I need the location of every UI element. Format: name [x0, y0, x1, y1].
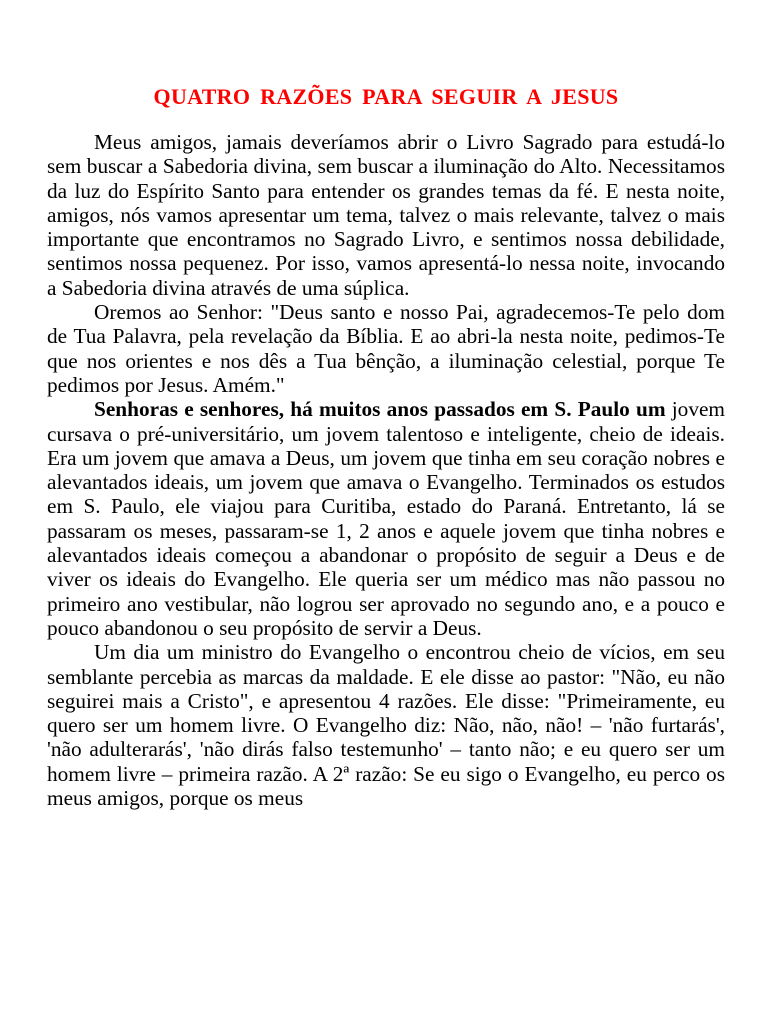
paragraph-intro-text: Meus amigos, jamais deveríamos abrir o Livro Sagrado para estudá-lo sem buscar a Sabedoria divina, sem buscar a iluminação do Alto. Necessitamos da luz do Espírito Santo para entender os grandes temas da fé. E nesta noite, amigos, nós vamos apresentar um tema, talvez o mais relevante, talvez o mais importante que encontramos no Sagrado Livro, e sentimos nossa debilidade, sentimos nossa pequenez. Por isso, vamos apresentá-lo nessa noite, invocando a Sabedoria divina através de uma súplica.: [47, 130, 725, 300]
document-title: QUATRO RAZÕES PARA SEGUIR A JESUS: [153, 84, 619, 109]
document-page: [47, 84, 725, 810]
paragraph-story-text: jovem cursava o pré-universitário, um jovem talentoso e inteligente, cheio de ideais. Era um jovem que amava a Deus, um jovem que tinha em seu coração nobres e alevantados ideais, um jovem que amava o Evangelho. Terminados os estudos em S. Paulo, ele viajou para Curitiba, estado do Paraná. Entretanto, lá se passaram os meses, passaram-se 1, 2 anos e aquele jovem que tinha nobres e alevantados ideais começou a abandonar o propósito de seguir a Deus e de viver os ideais do Evangelho. Ele queria ser um médico mas não passou no primeiro ano vestibular, não logrou ser aprovado no segundo ano, e a pouco e pouco abandonou o seu propósito de servir a Deus.: [47, 397, 725, 640]
paragraph-story-bold-lead: Senhoras e senhores, há muitos anos passados em S. Paulo um: [94, 397, 666, 422]
paragraph-story: [47, 397, 725, 640]
paragraph-reasons: [47, 640, 725, 810]
paragraph-intro: [47, 130, 725, 300]
paragraph-prayer: [47, 300, 725, 397]
paragraph-reasons-text: Um dia um ministro do Evangelho o encontrou cheio de vícios, em seu semblante percebia as marcas da maldade. E ele disse ao pastor: "Não, eu não seguirei mais a Cristo", e apresentou 4 razões. Ele disse: "Primeiramente, eu quero ser um homem livre. O Evangelho diz: Não, não, não! – 'não furtarás', 'não adulterarás', 'não dirás falso testemunho' – tanto não; e eu quero ser um homem livre – primeira razão. A 2ª razão: Se eu sigo o Evangelho, eu perco os meus amigos, porque os meus: [47, 640, 725, 811]
paragraph-prayer-text: Oremos ao Senhor: "Deus santo e nosso Pai, agradecemos-Te pelo dom de Tua Palavra, pela revelação da Bíblia. E ao abri-la nesta noite, pedimos-Te que nos orientes e nos dês a Tua bênção, a iluminação celestial, porque Te pedimos por Jesus. Amém.": [47, 300, 725, 397]
